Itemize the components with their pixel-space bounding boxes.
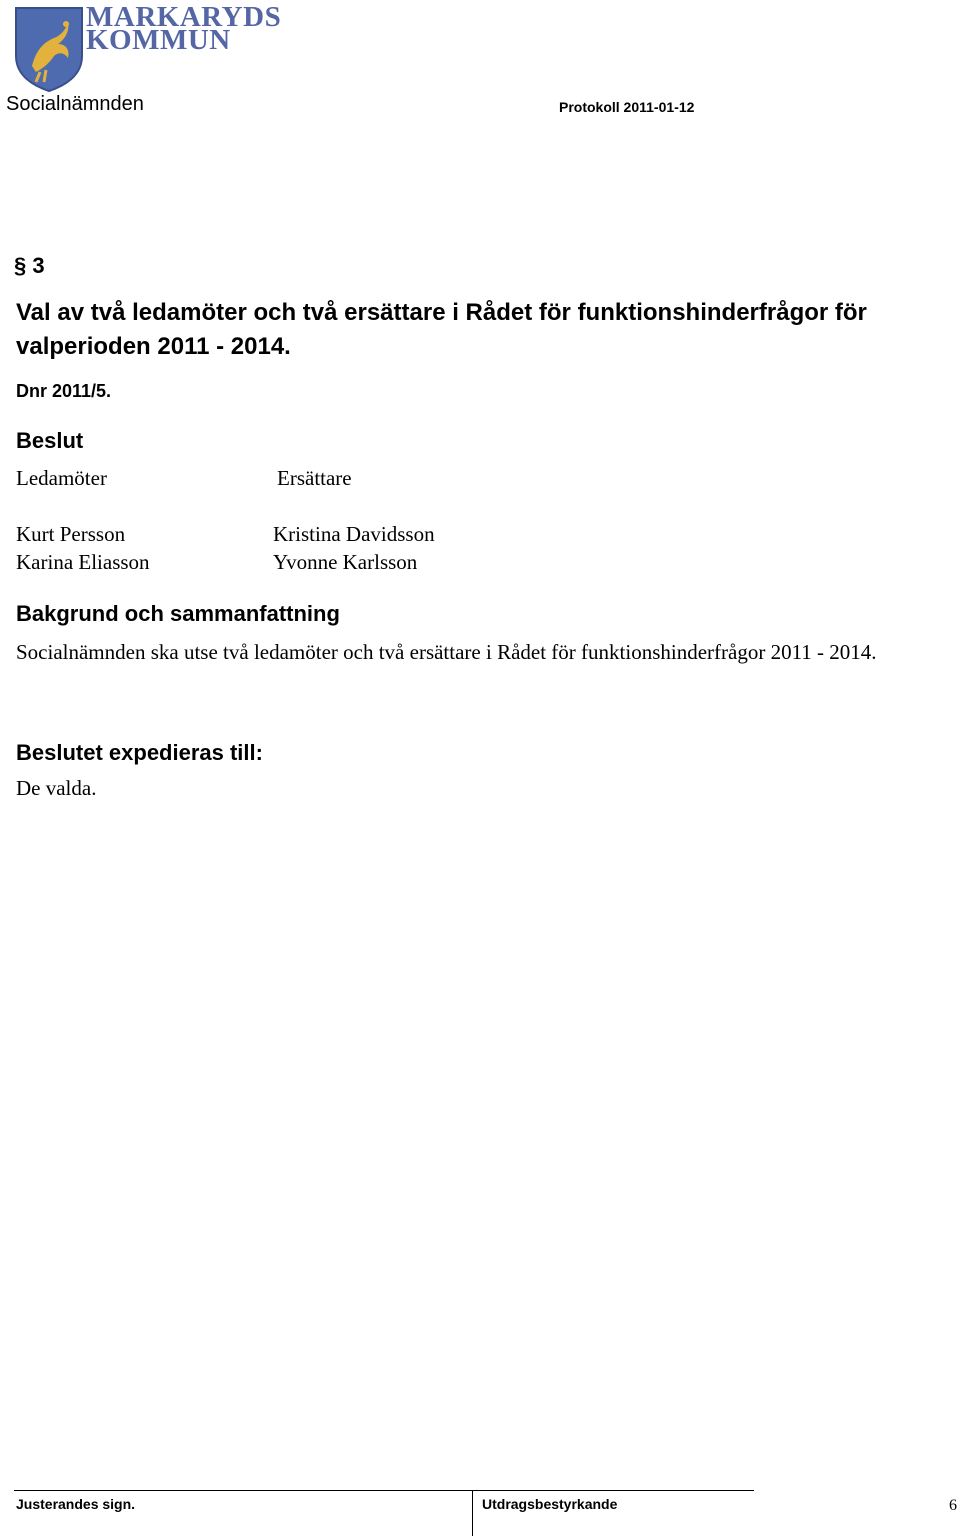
substitute-name: Yvonne Karlsson (273, 550, 418, 574)
member-name: Kurt Persson (16, 522, 126, 546)
decision-heading: Beslut (16, 428, 84, 453)
logo-line-2: KOMMUN (86, 24, 231, 56)
page-number: 6 (949, 1497, 957, 1514)
paragraph-number: § 3 (14, 253, 45, 278)
logo-wordmark (86, 1, 282, 56)
committee-name: Socialnämnden (6, 93, 144, 115)
protocol-date: Protokoll 2011-01-12 (559, 99, 695, 115)
substitutes-heading: Ersättare (277, 466, 352, 490)
certification-label: Utdragsbestyrkande (482, 1496, 618, 1512)
substitute-name: Kristina Davidsson (273, 522, 435, 546)
logo-line-1: MARKARYDS (86, 1, 282, 33)
members-list (16, 520, 150, 576)
background-text: Socialnämnden ska utse två ledamöter och två ersättare i Rådet för funktionshinderfrågor 2011 - 2014. (16, 640, 877, 664)
signature-label: Justerandes sign. (16, 1496, 136, 1512)
dispatch-heading: Beslutet expedieras till: (16, 740, 263, 765)
section-title: Val av två ledamöter och två ersättare i Rådet för funktionshinderfrågor för valperioden 2011 - 2014. (16, 299, 867, 360)
case-number: Dnr 2011/5. (16, 381, 112, 401)
municipality-logo-icon (14, 6, 84, 97)
footer-rule (14, 1490, 754, 1491)
dispatch-recipients: De valda. (16, 776, 97, 800)
member-name: Karina Eliasson (16, 550, 150, 574)
footer-divider (472, 1490, 473, 1536)
background-heading: Bakgrund och sammanfattning (16, 601, 340, 626)
members-heading: Ledamöter (16, 466, 107, 490)
substitutes-list (273, 520, 435, 576)
